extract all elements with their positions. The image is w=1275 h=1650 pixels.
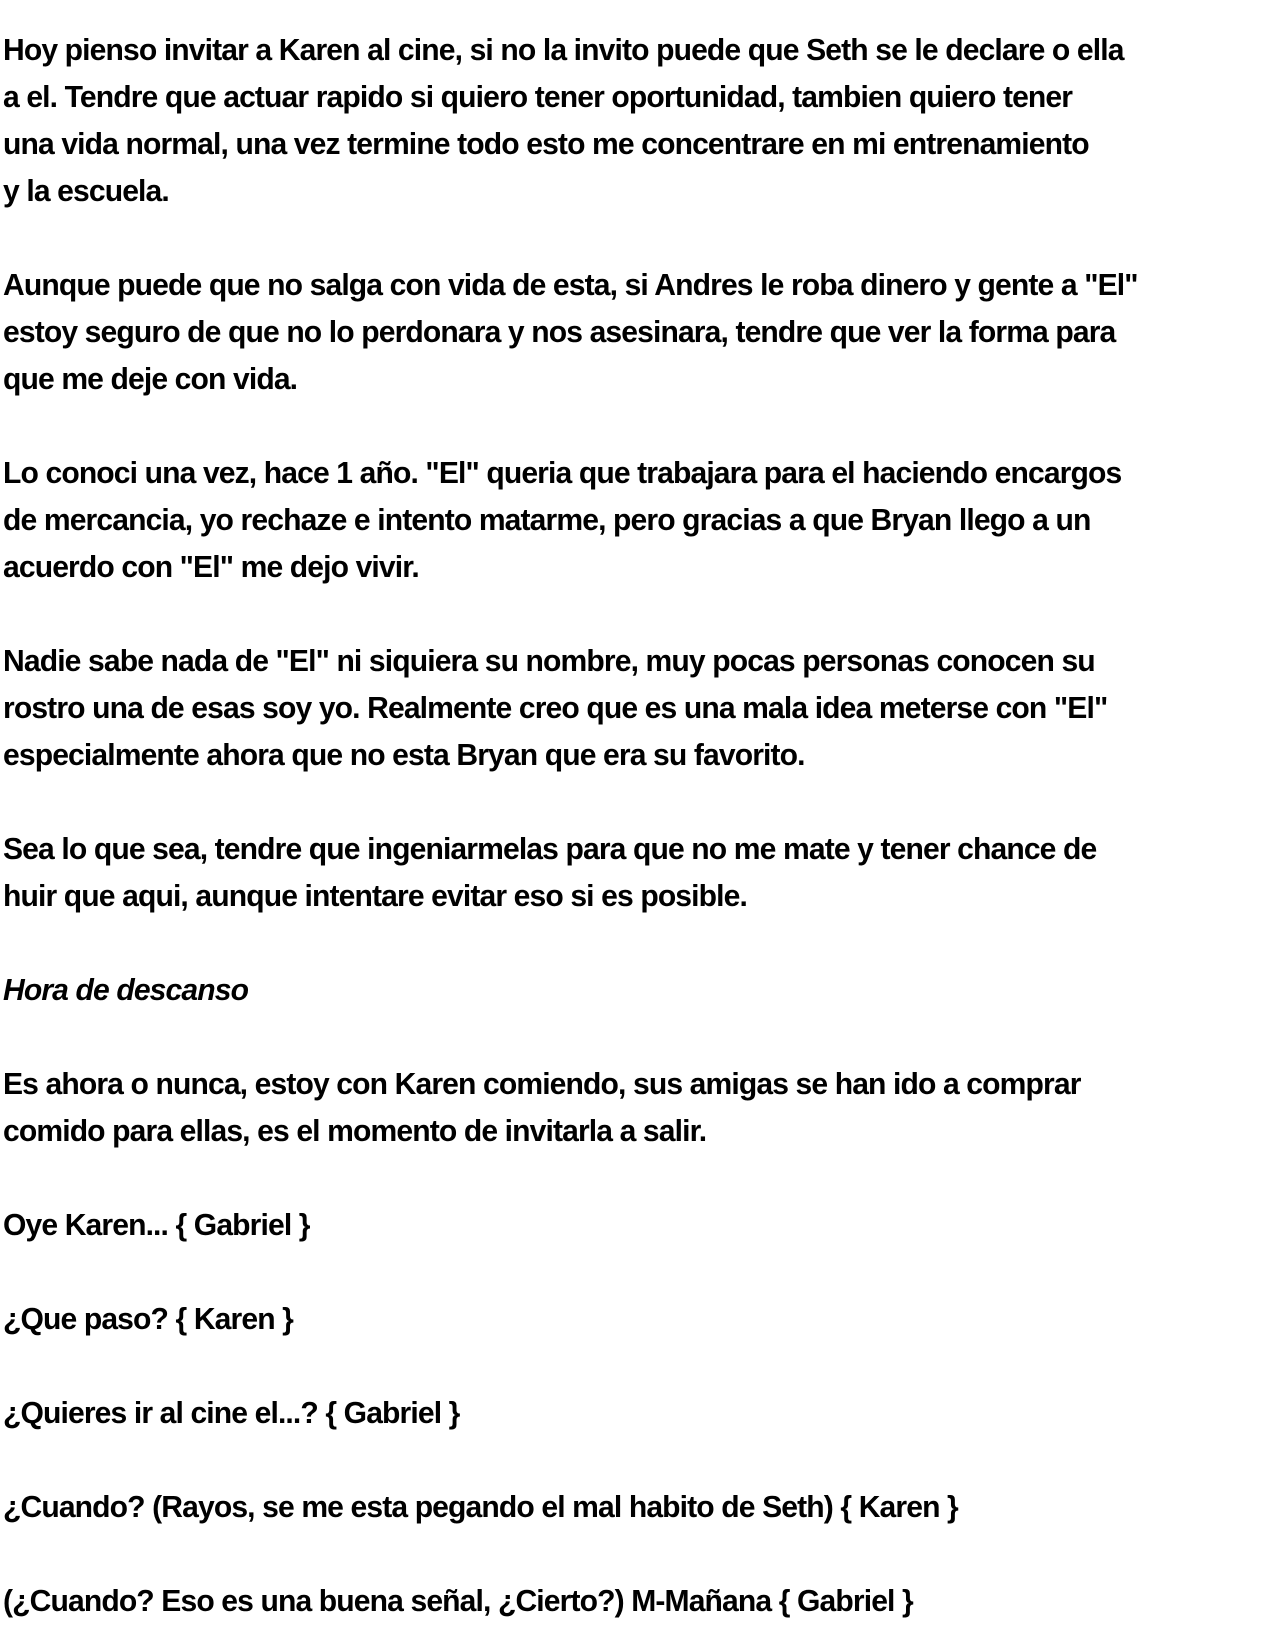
text-line: Sea lo que sea, tendre que ingeniarmelas para que no me mate y tener chance de (3, 831, 1097, 866)
paragraph-meeting-el (3, 449, 1227, 590)
paragraph-spacer (3, 919, 1227, 966)
text-line: estoy seguro de que no lo perdonara y nos asesinara, tendre que ver la forma para (3, 314, 1116, 349)
paragraph-spacer (3, 778, 1227, 825)
paragraph-andres-risk (3, 261, 1227, 402)
text-line: y la escuela. (3, 173, 169, 208)
dialogue-line-gabriel: (¿Cuando? Eso es una buena señal, ¿Cierto?) M-Mañana { Gabriel } (3, 1583, 913, 1618)
paragraph-spacer (3, 590, 1227, 637)
paragraph-spacer (3, 1530, 1227, 1577)
dialogue-line-gabriel: Oye Karen... { Gabriel } (3, 1207, 310, 1242)
text-line: rostro una de esas soy yo. Realmente creo que es una mala idea meterse con "El" (3, 690, 1108, 725)
text-line: una vida normal, una vez termine todo esto me concentrare en mi entrenamiento (3, 126, 1089, 161)
text-line: comido para ellas, es el momento de invitarla a salir. (3, 1113, 707, 1148)
text-line: especialmente ahora que no esta Bryan que era su favorito. (3, 737, 805, 772)
text-line: a el. Tendre que actuar rapido si quiero tener oportunidad, tambien quiero tener (3, 79, 1073, 114)
text-line: acuerdo con "El" me dejo vivir. (3, 549, 419, 584)
section-heading: Hora de descanso (3, 972, 249, 1007)
text-line: Hoy pienso invitar a Karen al cine, si no la invito puede que Seth se le declare o ella (3, 32, 1124, 67)
paragraph-escape-plan (3, 825, 1227, 919)
paragraph-spacer (3, 1248, 1227, 1295)
paragraph-spacer (3, 1013, 1227, 1060)
paragraph-spacer (3, 1154, 1227, 1201)
text-line: que me deje con vida. (3, 361, 298, 396)
dialogue-line-karen: ¿Que paso? { Karen } (3, 1301, 293, 1336)
paragraph-spacer (3, 1342, 1227, 1389)
paragraph-nobody-knows (3, 637, 1227, 778)
document-text (3, 0, 1227, 1624)
paragraph-now-or-never (3, 1060, 1227, 1154)
dialogue-line-karen: ¿Cuando? (Rayos, se me esta pegando el mal habito de Seth) { Karen } (3, 1489, 958, 1524)
text-line: Lo conoci una vez, hace 1 año. "El" queria que trabajara para el haciendo encargos (3, 455, 1122, 490)
text-line: huir que aqui, aunque intentare evitar eso si es posible. (3, 878, 747, 913)
text-line: Es ahora o nunca, estoy con Karen comiendo, sus amigas se han ido a comprar (3, 1066, 1081, 1101)
text-line: de mercancia, yo rechaze e intento matarme, pero gracias a que Bryan llego a un (3, 502, 1091, 537)
paragraph-spacer (3, 1436, 1227, 1483)
text-line: Nadie sabe nada de "El" ni siquiera su nombre, muy pocas personas conocen su (3, 643, 1095, 678)
paragraph-spacer (3, 214, 1227, 261)
paragraph-invitation-plan (3, 0, 1227, 214)
dialogue-line-gabriel: ¿Quieres ir al cine el...? { Gabriel } (3, 1395, 460, 1430)
text-line: Aunque puede que no salga con vida de esta, si Andres le roba dinero y gente a "El" (3, 267, 1138, 302)
paragraph-spacer (3, 402, 1227, 449)
